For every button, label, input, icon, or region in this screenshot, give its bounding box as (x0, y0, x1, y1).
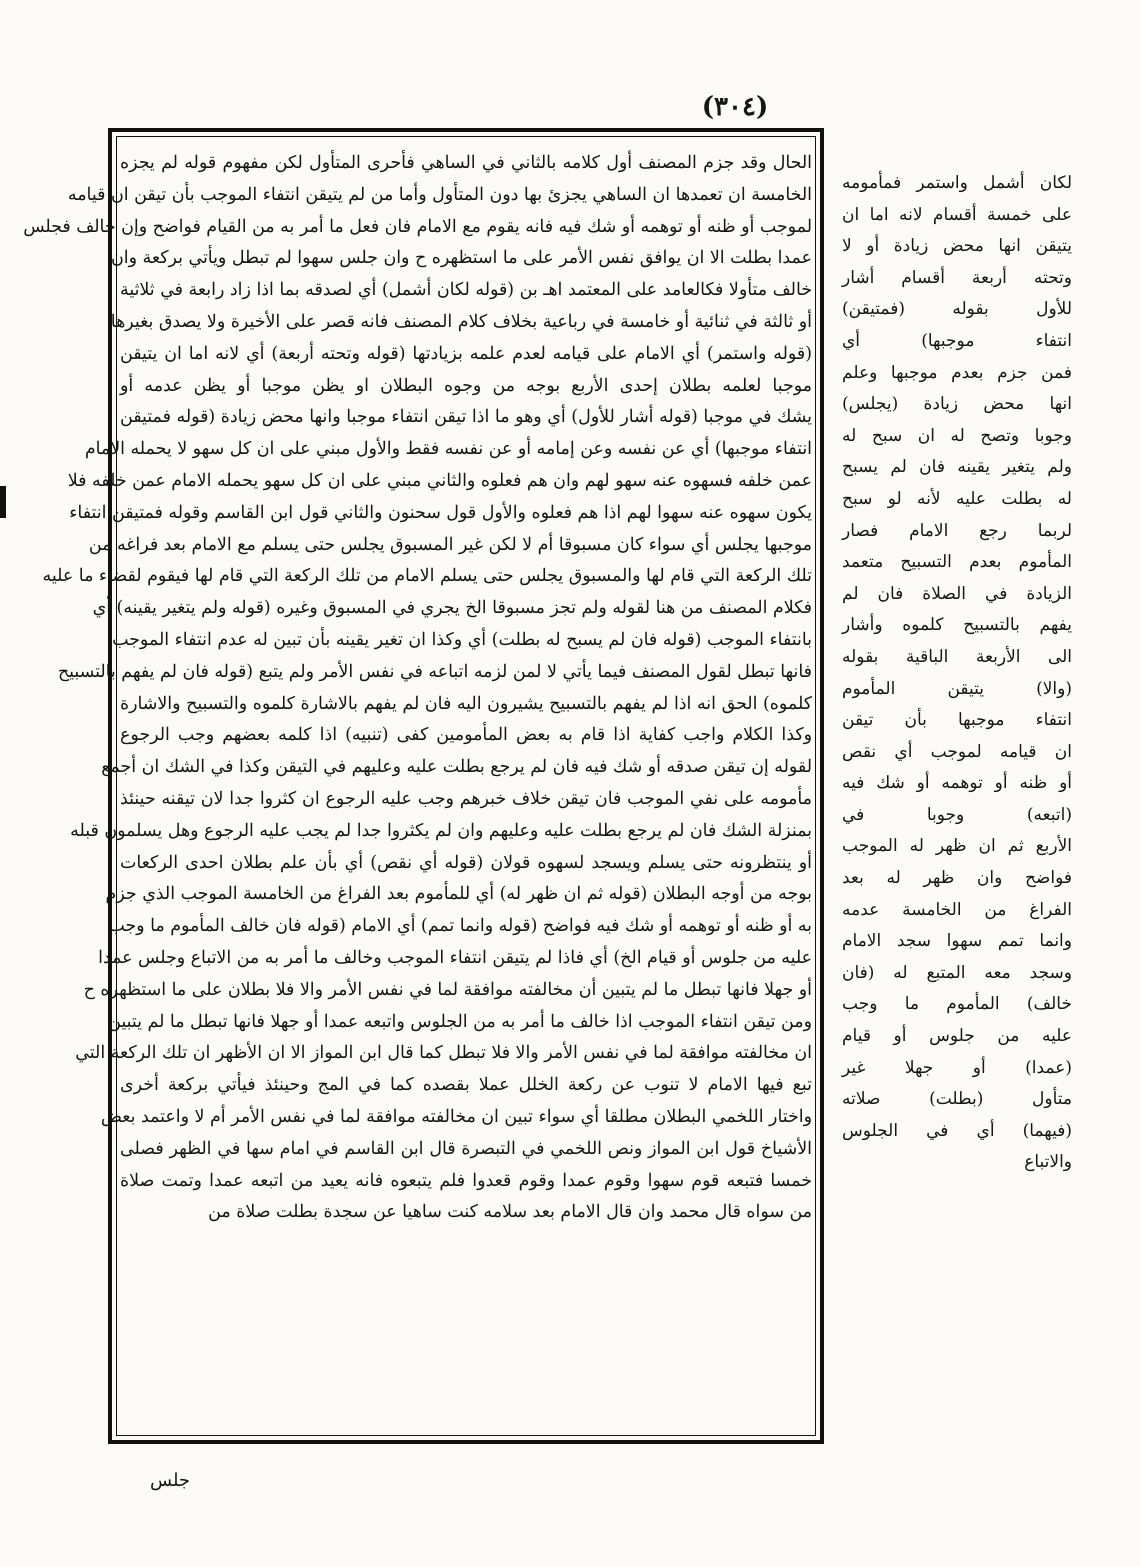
margin-text-line: الزيادة في الصلاة فان لم (842, 583, 1072, 604)
margin-text-line: لكان أشمل واستمر فمأمومه (842, 173, 1072, 193)
main-text-line: بوجه من أوجه البطلان (قوله ثم ان ظهر له) أي للمأموم بعد الفراغ من الخامسة الموجب الذي جزم (105, 884, 812, 905)
main-text-line: بانتفاء الموجب (قوله فان لم يسبح له بطلت) أي وكذا ان تغير يقينه بأن تبين له عدم انتفاء الموجب (112, 629, 812, 650)
main-text-line: من سواه قال محمد وان قال الامام بعد سلامه كنت ساهيا عن سجدة بطلت صلاة من (208, 1202, 812, 1223)
main-text-line: وكذا الكلام واجب كفاية اذا قام به بعض المأمومين كفى (تنبيه) اذا كلمه بعضهم وجب الرجوع (120, 725, 812, 746)
margin-text-line: (عمدا) أو جهلا غير (842, 1057, 1072, 1078)
margin-text-line: وسجد معه المتبع له (فان (842, 962, 1072, 983)
main-text-line: خالف متأولا فكالعامد على المعتمد اهـ بن (قوله لكان أشمل) أي لصدقه بما اذا زاد رابعة في ثلاثية (120, 280, 812, 301)
main-text-line: ان مخالفته موافقة لما في نفس الأمر والا فلا تبطل كما قال ابن المواز الا ان الأظهر ان تلك الركعة التي (75, 1043, 812, 1064)
main-text-line: عمن خلفه فسهوه عنه سهو لهم وان هم فعلوه والثاني مبني على ان كل سهو يحمله الامام عمن خلفه فلا (67, 470, 812, 491)
main-text-line: عليه من جلوس أو قيام الخ) أي فاذا لم يتيقن انتفاء الموجب وخالف ما أمر به من الاتباع وجلس عمدا (98, 947, 812, 968)
margin-text-line: فواضح وان ظهر له بعد (842, 868, 1072, 889)
margin-text-line: انتفاء موجبها بأن تيقن (842, 710, 1072, 731)
margin-text-line: للأول بقوله (فمتيقن) (842, 299, 1072, 320)
main-text-line: خمسا فتبعه قوم سهوا وقوم عمدا وقوم قعدوا فلم يتبعوه فانه يعيد من اتبعه عمدا وتمت صلاة (120, 1170, 812, 1191)
catchword: جلس (150, 1470, 191, 1491)
margin-text-line: وتحته أربعة أقسام أشار (842, 267, 1072, 288)
page-edge-mark (0, 486, 6, 518)
main-text-line: لموجب أو ظنه أو توهمه أو شك فيه فانه يقوم مع الامام فان فعل ما أمر به من القيام فواضح وإن خالف فجلس (23, 216, 812, 237)
margin-text-line: يفهم بالتسبيح كلموه وأشار (842, 615, 1072, 636)
margin-text-line: انتفاء موجبها) أي (842, 330, 1072, 351)
main-text-line: فانها تبطل لقول المصنف فيما يأتي لا لمن لزمه اتباعه في نفس الأمر ولم يتبع (قوله فان لم يفهم بالتسبيح (57, 661, 812, 682)
margin-text-line: والاتباع (1024, 1152, 1072, 1173)
main-text-line: تبع فيها الامام لا تنوب عن ركعة الخلل عملا بقصده كما في المج وحينئذ فيأتي بركعة أخرى (120, 1075, 812, 1096)
main-text-line: كلموه) الحق انه اذا لم يفهم بالتسبيح يشيرون اليه فان لم يفهم بالاشارة كلموه والتسبيح والاشارة (120, 693, 812, 714)
main-text-line: (قوله واستمر) أي الامام على قيامه لعدم علمه بزيادتها (قوله وتحته أربعة) أي لانه اما ان يتيقن (120, 343, 812, 364)
main-text-line: أو ثالثة في ثنائية أو خامسة في رباعية بخلاف كلام المصنف فانه قصر على الأخيرة ولا يصدق بغيرها (110, 311, 812, 332)
margin-text-line: عليه من جلوس أو قيام (842, 1026, 1072, 1047)
page-number: (٣٠٤) (701, 92, 769, 122)
main-text-line: فكلام المصنف من هنا لقوله ولم تجز مسبوقا الخ يجري في المسبوق وغيره (قوله ولم يتغير يقينه) أي (92, 598, 812, 619)
main-text-line: يكون سهوه عنه سهوا لهم اذا هم فعلوه والأول قول سحنون والثاني قول ابن القاسم وقوله فمتيقن انتفاء (69, 502, 812, 523)
margin-text-line: (اتبعه) وجوبا في (842, 804, 1072, 825)
main-text-line: أو ينتظرونه حتى يسلم ويسجد لسهوه قولان (قوله أي نقص) أي بأن علم بطلان احدى الركعات (120, 852, 812, 873)
margin-text-line: وجوبا وتصح له ان سبح له (842, 425, 1072, 446)
main-text-line: به أو ظنه أو توهمه أو شك فيه فواضح (قوله وانما تمم) أي الامام (قوله فان خالف المأموم ما وجب (108, 916, 812, 937)
margin-text (842, 168, 1072, 1179)
main-text-line: واختار اللخمي البطلان مطلقا أي سواء تبين ان مخالفته موافقة لما في نفس الأمر أم لا واعتمد بعض (100, 1106, 812, 1127)
main-text-line: موجبها يجلس أي سواء كان مسبوقا أم لا لكن غير المسبوق يجلس حتى يسلم مع الامام بعد فراغه من (88, 534, 812, 555)
margin-text-line: الأربع ثم ان ظهر له الموجب (842, 836, 1072, 857)
margin-text-line: الفراغ من الخامسة عدمه (842, 899, 1072, 920)
margin-text-line: لربما رجع الامام فصار (842, 520, 1072, 541)
margin-text-line: متأول (بطلت) صلاته (842, 1089, 1072, 1110)
main-text-line: لقوله إن تيقن صدقه أو شك فيه فان لم يرجع بطلت عليه وعليهم في التيقن وكذا في الشك ان أجمع (101, 757, 812, 778)
main-commentary-text (23, 148, 812, 1436)
main-text-line: بمنزلة الشك فان لم يرجع بطلت عليه وعليهم وان لم يكثروا جدا لم يجب عليه الرجوع وهل يسلمون قبله (70, 820, 812, 841)
margin-text-line: وانما تمم سهوا سجد الامام (842, 931, 1072, 952)
margin-text-line: يتيقن انها محض زيادة أو لا (842, 236, 1072, 257)
margin-text-line: الى الأربعة الباقية بقوله (842, 646, 1072, 667)
margin-text-line: ان قيامه لموجب أي نقص (842, 741, 1072, 762)
margin-text-line: (والا) يتيقن المأموم (842, 678, 1072, 699)
margin-text-line: (فيهما) أي في الجلوس (842, 1120, 1072, 1141)
margin-text-line: فمن جزم بعدم موجبها وعلم (842, 362, 1072, 383)
main-text-line: عمدا بطلت الا ان يوافق نفس الأمر على ما استظهره ح وان جلس سهوا لم تبطل ويأتي بركعة وان (110, 248, 812, 269)
margin-text-line: خالف) المأموم ما وجب (842, 994, 1072, 1015)
margin-text-line: أو ظنه أو توهمه أو شك فيه (842, 773, 1072, 794)
main-text-line: انتفاء موجبها) أي عن نفسه وعن إمامه أو عن نفسه فقط والأول مبني على ان كل سهو لا يحمله الامام (84, 439, 812, 460)
main-text-line: الحال وقد جزم المصنف أول كلامه بالثاني في الساهي فأحرى المتأول لكن مفهوم قوله لم يجزه (120, 153, 812, 173)
margin-text-line: المأموم بعدم التسبيح متعمد (842, 552, 1072, 573)
margin-text-line: له بطلت عليه لأنه لو سبح (842, 488, 1072, 509)
main-text-line: الأشياخ قول ابن المواز ونص اللخمي في التبصرة قال ابن القاسم في امام سها في الظهر فصلى (120, 1138, 812, 1159)
main-text-line: ومن تيقن انتفاء الموجب اذا خالف ما أمر به من الجلوس واتبعه عمدا أو جهلا فانها تبطل ما لم يتبين (108, 1011, 812, 1032)
margin-text-line: ولم يتغير يقينه فان لم يسبح (842, 457, 1072, 478)
margin-text-line: انها محض زيادة (يجلس) (842, 394, 1072, 415)
main-text-line: أو جهلا فانها تبطل ما لم يتبين أن مخالفته موافقة لما في نفس الأمر والا فلا بطلان على ما استظهره ح (83, 979, 812, 1000)
main-text-line: يشك في موجبا (قوله أشار للأول) أي وهو ما اذا تيقن انتفاء موجبا وانها محض زيادة (قوله فمتيقن (120, 407, 812, 428)
margin-text-line: على خمسة أقسام لانه اما ان (842, 204, 1072, 225)
main-text-line: الخامسة ان تعمدها ان الساهي يجزئ بها دون المتأول وأما من لم يتيقن انتفاء الموجب بأن تيقن ان قيامه (67, 184, 812, 205)
main-text-line: تلك الركعة التي قام لها والمسبوق يجلس حتى يسلم الامام من تلك الركعة التي قام لها فيقوم لقضاء ما عليه (42, 566, 812, 587)
main-text-line: مأمومه على نفي الموجب فان تيقن خلاف خبرهم وجب عليه الرجوع ان كثروا جدا لان تيقنه حينئذ (120, 788, 812, 809)
main-text-line: موجبا لعلمه بطلان إحدى الأربع بوجه من وجوه البطلان او يظن موجبا أو يظن عدمه أو (120, 375, 812, 396)
